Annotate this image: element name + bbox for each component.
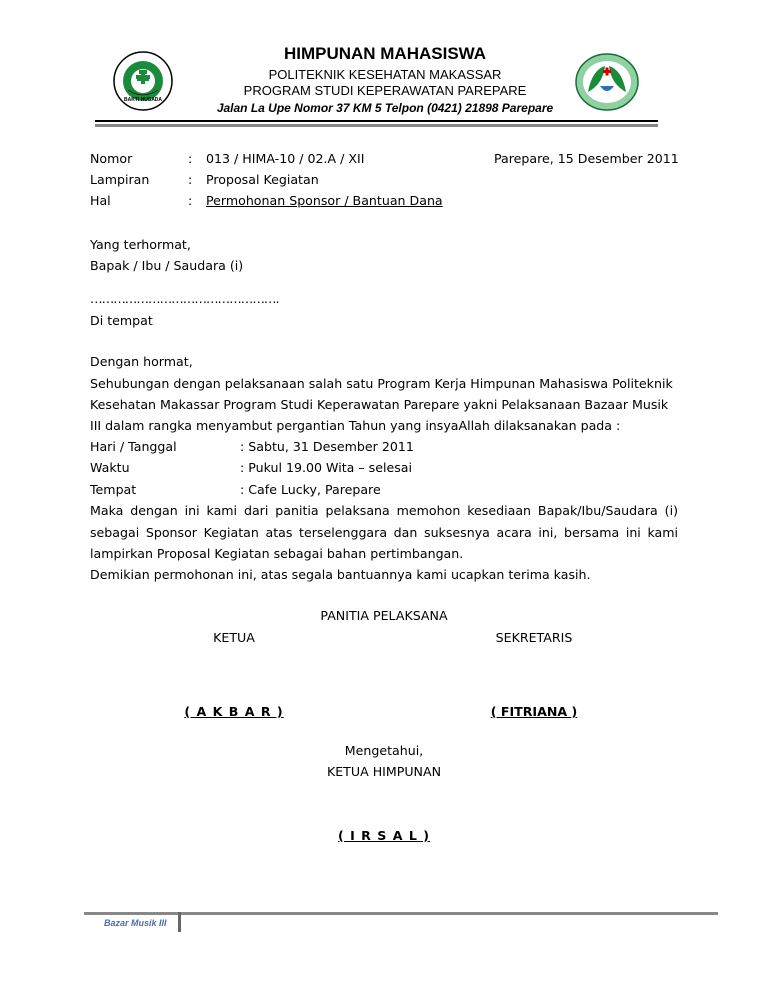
greeting: Dengan hormat, (90, 354, 193, 369)
header-rule (95, 120, 658, 122)
head-title: KETUA HIMPUNAN (326, 764, 442, 779)
detail-label: Waktu (90, 460, 130, 475)
poltekkes-logo (574, 52, 640, 112)
detail-value: : Sabtu, 31 Desember 2011 (240, 439, 414, 454)
recipient-dots: …………………………………………. (90, 291, 279, 306)
footer-text: Bazar Musik III (104, 918, 167, 928)
recipient-name: Bapak / Ibu / Saudara (i) (90, 258, 244, 273)
detail-value: : Cafe Lucky, Parepare (240, 482, 381, 497)
detail-value: : Pukul 19.00 Wita – selesai (240, 460, 413, 475)
hal-value: Permohonan Sponsor / Bantuan Dana (206, 193, 443, 208)
committee-title: PANITIA PELAKSANA (320, 608, 448, 623)
hal-label: Hal (90, 193, 111, 208)
org-subtitle-1: POLITEKNIK KESEHATAN MAKASSAR (268, 67, 502, 82)
chair-name: ( A K B A R ) (184, 704, 284, 719)
hal-colon: : (188, 193, 193, 208)
secretary-title: SEKRETARIS (495, 630, 573, 645)
org-address: Jalan La Upe Nomor 37 KM 5 Telpon (0421) 21898 Parepare (216, 101, 554, 115)
logo-caption: BAKTI HUSADA (123, 97, 163, 103)
secretary-name: ( FITRIANA ) (490, 704, 578, 719)
letter-date: Parepare, 15 Desember 2011 (494, 151, 679, 166)
footer-divider (178, 912, 181, 932)
paragraph-1-line-1: Sehubungan dengan pelaksanaan salah satu Program Kerja Himpunan Mahasiswa Politeknik (90, 376, 673, 391)
detail-label: Hari / Tanggal (90, 439, 177, 454)
org-title: HIMPUNAN MAHASISWA (283, 44, 487, 63)
recipient-place: Di tempat (90, 313, 153, 328)
lampiran-label: Lampiran (90, 172, 150, 187)
nomor-label: Nomor (90, 151, 133, 166)
paragraph-1-line-3: III dalam rangka menyambut pergantian Tahun yang insyaAllah dilaksanakan pada : (90, 418, 621, 433)
org-subtitle-2: PROGRAM STUDI KEPERAWATAN PAREPARE (243, 83, 527, 98)
lampiran-colon: : (188, 172, 193, 187)
nomor-value: 013 / HIMA-10 / 02.A / XII (206, 151, 365, 166)
paragraph-2: Maka dengan ini kami dari panitia pelaksana memohon kesediaan Bapak/Ibu/Saudara (i) sebagai Sponsor Kegiatan atas terselenggara dan suksesnya acara ini, bersama ini kami lampirkan Proposal Kegiatan sebagai bahan pertimbangan. (90, 503, 678, 561)
head-name: ( I R S A L ) (337, 828, 431, 843)
header-rule-thick (95, 124, 658, 127)
chair-title: KETUA (213, 630, 255, 645)
salutation-recipient: Yang terhormat, (90, 237, 191, 252)
nomor-colon: : (188, 151, 193, 166)
closing-sentence: Demikian permohonan ini, atas segala bantuannya kami ucapkan terima kasih. (90, 567, 591, 582)
lampiran-value: Proposal Kegiatan (206, 172, 319, 187)
detail-label: Tempat (90, 482, 137, 497)
paragraph-1-line-2: Kesehatan Makassar Program Studi Keperawatan Parepare yakni Pelaksanaan Bazaar Musik (90, 397, 669, 412)
acknowledged-label: Mengetahui, (344, 743, 424, 758)
